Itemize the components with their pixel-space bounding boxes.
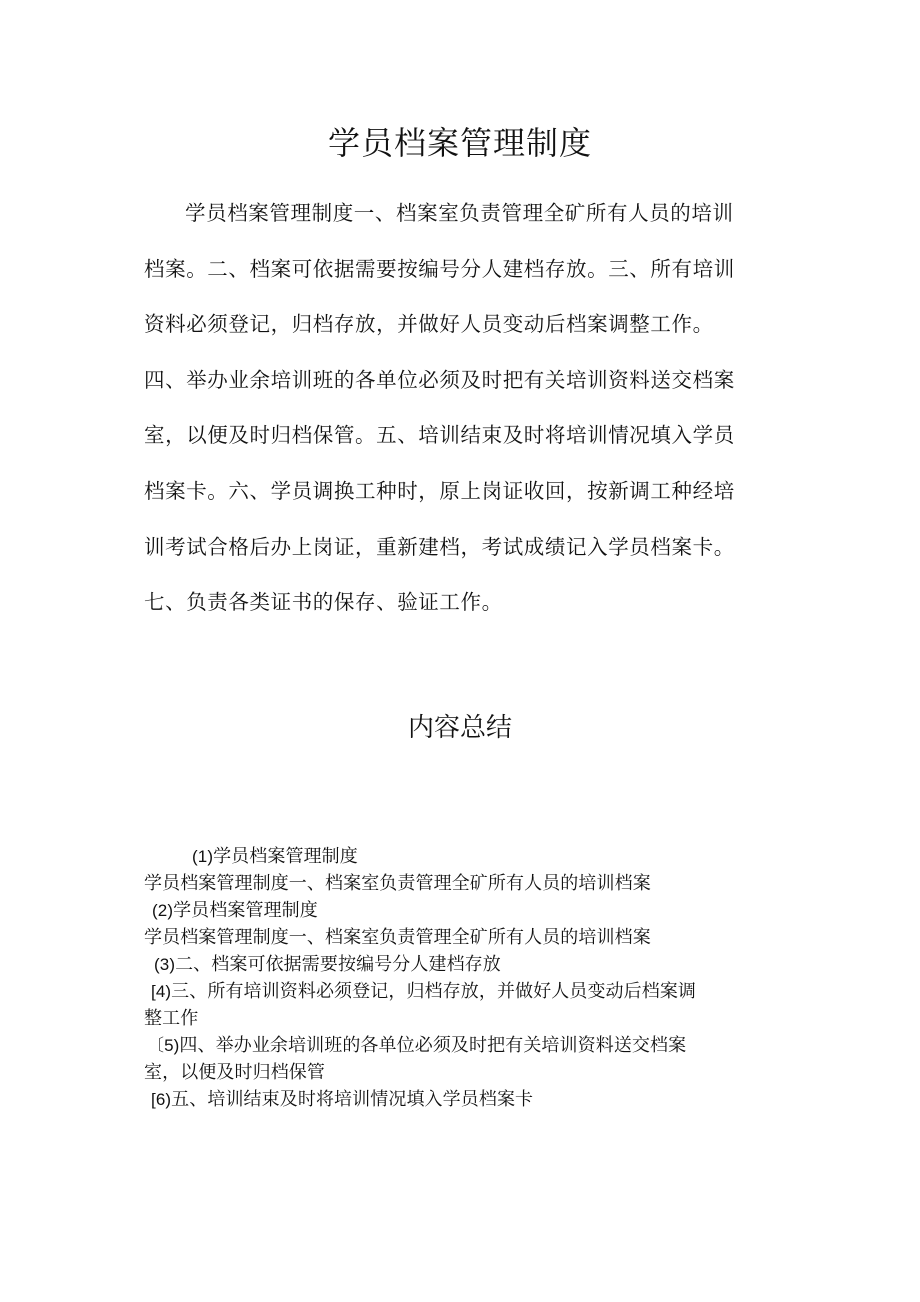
summary-item-number: [6) [151,1090,172,1109]
summary-item-2 [144,897,764,924]
summary-list [144,843,764,1113]
summary-item-title: 学员档案管理制度 [173,900,318,921]
body-line: 学员档案管理制度一、档案室负责管理全矿所有人员的培训 [185,201,734,225]
summary-item-number: 〔5) [147,1036,180,1055]
summary-item-text: 四、举办业余培训班的各单位必须及时把有关培训资料送交档案 [179,1035,687,1056]
summary-item-number: (3) [154,955,176,974]
summary-item-text: 学员档案管理制度一、档案室负责管理全矿所有人员的培训档案 [144,873,651,894]
summary-item-text: 五、培训结束及时将培训情况填入学员档案卡 [171,1089,534,1110]
summary-item-number: (1) [192,847,214,866]
summary-item-text: 三、所有培训资料必须登记，归档存放，并做好人员变动后档案调 [171,981,697,1002]
page-title: 学员档案管理制度 [327,124,592,162]
body-line: 训考试合格后办上岗证，重新建档，考试成绩记入学员档案卡。 [144,534,735,559]
body-line: 室，以便及时归档保管。五、培训结束及时将培训情况填入学员 [144,423,735,448]
summary-item-text: 二、档案可依据需要按编号分人建档存放 [175,954,501,975]
summary-item-continuation: 室，以便及时归档保管 [144,1062,325,1083]
summary-item-5 [144,1032,764,1059]
summary-item-number: [4) [151,982,172,1001]
body-line: 资料必须登记，归档存放，并做好人员变动后档案调整工作。 [144,312,714,337]
summary-item-text: 学员档案管理制度一、档案室负责管理全矿所有人员的培训档案 [144,927,651,948]
body-line: 四、举办业余培训班的各单位必须及时把有关培训资料送交档案 [144,367,735,392]
document-body [144,194,764,639]
summary-heading: 内容总结 [407,713,512,743]
summary-item-continuation: 整工作 [144,1008,199,1029]
body-line: 档案卡。六、学员调换工种时，原上岗证收回，按新调工种经培 [144,478,735,503]
summary-item-1 [144,843,764,870]
summary-item-title: 学员档案管理制度 [213,846,358,867]
body-line: 七、负责各类证书的保存、验证工作。 [144,590,503,615]
summary-item-number: (2) [152,901,174,920]
summary-item-6 [144,1086,764,1113]
body-line: 档案。二、档案可依据需要按编号分人建档存放。三、所有培训 [144,256,735,281]
summary-item-4 [144,978,764,1005]
summary-item-3 [144,951,764,978]
